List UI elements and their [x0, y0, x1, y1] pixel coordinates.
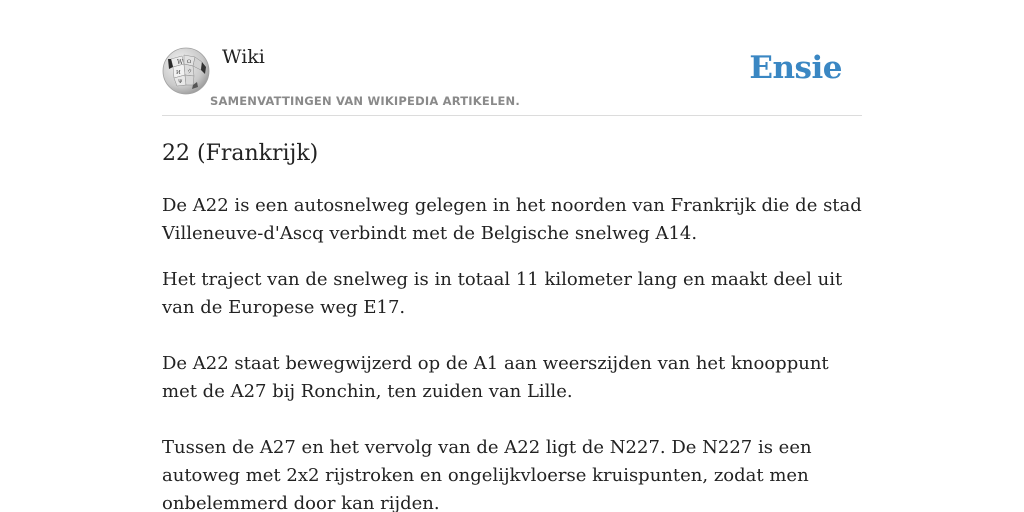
- article-paragraph: Het traject van de snelweg is in totaal 11 kilometer lang en maakt deel uit van de Europese weg E17.: [162, 269, 843, 318]
- site-name[interactable]: Wiki: [222, 46, 265, 68]
- site-header: [162, 44, 862, 116]
- article-paragraph: Tussen de A27 en het vervolg van de A22 ligt de N227. De N227 is een autoweg met 2x2 rijstroken en ongelijkvloerse kruispunten, zodat men onbelemmerd door kan rijden.: [162, 437, 812, 512]
- article-content: [162, 138, 862, 512]
- site-tagline: SAMENVATTINGEN VAN WIKIPEDIA ARTIKELEN.: [210, 94, 520, 108]
- article-paragraph: De A22 is een autosnelweg gelegen in het noorden van Frankrijk die de stad Villeneuve-d'Ascq verbindt met de Belgische snelweg A14.: [162, 195, 862, 244]
- brand-logo-link[interactable]: Ensie: [749, 50, 842, 86]
- svg-text:Ψ: Ψ: [178, 79, 183, 85]
- article-title: 22 (Frankrijk): [162, 141, 319, 166]
- svg-text:И: И: [176, 70, 181, 76]
- article-paragraph: De A22 staat bewegwijzerd op de A1 aan weerszijden van het knooppunt met de A27 bij Ronchin, ten zuiden van Lille.: [162, 353, 829, 402]
- wikipedia-globe-icon[interactable]: [162, 47, 210, 95]
- svg-text:Ω: Ω: [187, 59, 192, 65]
- svg-text:ウ: ウ: [187, 69, 193, 75]
- svg-text:W: W: [177, 59, 184, 66]
